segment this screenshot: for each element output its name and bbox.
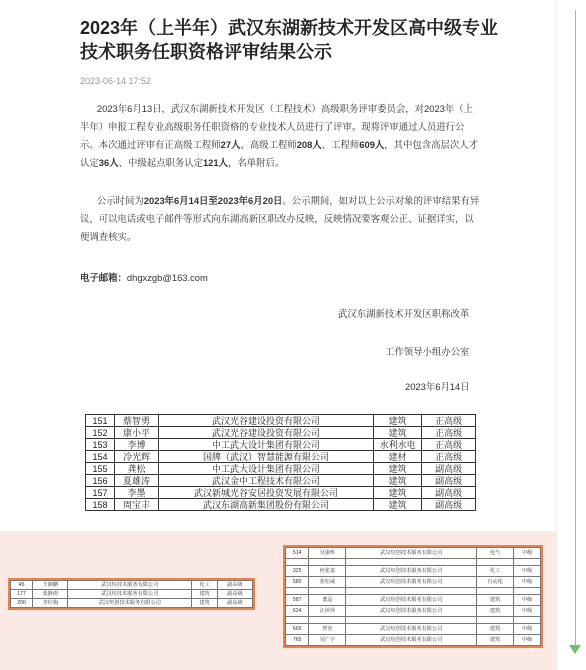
cell-company [346, 559, 477, 566]
cell-name: 吴广宇 [309, 635, 346, 646]
cell-company [346, 588, 477, 595]
table-row [286, 566, 541, 577]
cell-company: 中工武大设计集团有限公司 [159, 439, 374, 451]
intro-text-k: ，名单附后。 [228, 157, 285, 168]
cell-company: 武汉烜创技术服务有限公司 [346, 566, 477, 577]
table-row [86, 427, 476, 439]
email-line [80, 270, 208, 284]
count-senior: 208人 [296, 139, 322, 150]
signature-date: 2023年6月14日 [405, 381, 470, 392]
cell-name: 冷光辉 [115, 451, 159, 463]
cell-field: 建筑 [373, 499, 421, 511]
cell-company: 武汉烜创技术服务有限公司 [346, 548, 477, 559]
cell-name: 张松威 [309, 577, 346, 588]
cell-company: 武汉东湖高新集团股份有限公司 [159, 499, 374, 511]
table-row [286, 577, 541, 588]
cell-company: 武汉金中工程技术有限公司 [159, 475, 374, 487]
cell-level: 副高级 [217, 590, 252, 599]
table-row [286, 624, 541, 635]
cell-name: 蔡智勇 [115, 415, 159, 427]
cell-level: 中级 [514, 606, 541, 617]
cell-level [514, 559, 541, 566]
cell-no: 153 [86, 439, 115, 451]
table-row [11, 581, 253, 590]
cell-level: 副高级 [422, 475, 476, 487]
cell-field [477, 588, 514, 595]
cell-field: 建材 [373, 451, 421, 463]
table-row [286, 635, 541, 646]
cell-name: 康小平 [115, 427, 159, 439]
cell-company: 武汉烜创技术服务有限公司 [346, 635, 477, 646]
cell-field: 电气 [477, 548, 514, 559]
cell-name: 汪萍萍 [309, 606, 346, 617]
cell-level: 中级 [514, 566, 541, 577]
cell-no: 158 [86, 499, 115, 511]
email-address[interactable]: dhgxzgb@163.com [126, 272, 208, 283]
cell-name: 李博 [115, 439, 159, 451]
cell-no [286, 617, 309, 624]
table-row [86, 439, 476, 451]
cell-no: 200 [11, 599, 33, 608]
cell-no: 177 [11, 590, 33, 599]
table-row [86, 415, 476, 427]
cell-no: 765 [286, 635, 309, 646]
cell-no: 580 [286, 577, 309, 588]
cell-field: 建筑 [192, 599, 217, 608]
results-table-excerpt-left [8, 578, 255, 610]
cell-field: 建筑 [373, 475, 421, 487]
publish-date: 2023-06-14 17:52 [80, 76, 152, 86]
cell-field: 建筑 [477, 624, 514, 635]
paragraph-intro [80, 100, 480, 172]
cell-level: 中级 [514, 595, 541, 606]
cell-field: 建筑 [373, 427, 421, 439]
cell-company: 武汉烜技术服务有限公司 [68, 590, 192, 599]
cell-field: 自动化 [477, 577, 514, 588]
table-row [286, 606, 541, 617]
cell-name: 何张嘉 [309, 566, 346, 577]
cell-level: 副高级 [422, 463, 476, 475]
cell-level: 正高级 [422, 415, 476, 427]
article-title: 2023年（上半年）武汉东湖新技术开发区高中级专业技术职务任职资格评审结果公示 [80, 18, 499, 62]
count-engineer: 609人 [359, 139, 385, 150]
cell-no: 154 [86, 451, 115, 463]
count-mid-start: 121人 [202, 157, 228, 168]
cell-field: 建筑 [373, 487, 421, 499]
cell-company: 武汉光谷建设投资有限公司 [159, 427, 374, 439]
cell-company: 武汉烜创技术服务有限公司 [346, 595, 477, 606]
cell-level: 中级 [514, 635, 541, 646]
email-label: 电子邮箱： [80, 272, 127, 283]
table-row [86, 487, 476, 499]
signature-org: 武汉东湖新技术开发区职称改革 [338, 308, 470, 319]
cell-name [309, 588, 346, 595]
cell-company: 国牌（武汉）智慧能源有限公司 [159, 451, 374, 463]
cell-name: 周宝丰 [115, 499, 159, 511]
cell-field: 水利水电 [373, 439, 421, 451]
cell-field: 建筑 [477, 595, 514, 606]
cell-field: 建筑 [477, 635, 514, 646]
cell-name [309, 617, 346, 624]
results-table-main [85, 414, 476, 511]
cell-name: 吴康辉 [309, 548, 346, 559]
cell-no: 514 [286, 548, 309, 559]
table-row [86, 499, 476, 511]
results-table-excerpt-right [283, 545, 543, 648]
signature-office: 工作领导小组办公室 [385, 346, 470, 357]
cell-name: 李墨 [115, 487, 159, 499]
cell-field [477, 559, 514, 566]
right-scroll-strip [556, 0, 586, 670]
period-range: 2023年6月14日至2023年6月20日 [143, 195, 283, 206]
cell-level: 副高级 [217, 581, 252, 590]
cell-name: 王湘鹏 [33, 581, 68, 590]
cell-name: 张静雨 [33, 590, 68, 599]
cell-company: 武汉烜创技术服务有限公司 [346, 577, 477, 588]
cell-level: 副高级 [422, 499, 476, 511]
table-row [86, 463, 476, 475]
cell-company: 武汉烜创技术服务有限公司 [346, 624, 477, 635]
intro-text-c: 、高级工程师 [240, 139, 297, 150]
table-row [86, 475, 476, 487]
cell-name: 李红梅 [33, 599, 68, 608]
cell-name: 曾奕 [309, 624, 346, 635]
cell-level: 正高级 [422, 427, 476, 439]
table-row [286, 595, 541, 606]
cell-company [346, 617, 477, 624]
table-row [286, 617, 541, 624]
cell-level [514, 617, 541, 624]
table-row [286, 588, 541, 595]
cell-name: 龚松 [115, 463, 159, 475]
table-row [286, 548, 541, 559]
cell-no: 325 [286, 566, 309, 577]
cell-level: 中级 [514, 624, 541, 635]
count-senior-plus: 27人 [220, 139, 241, 150]
cell-name [309, 559, 346, 566]
cell-field: 建筑 [373, 415, 421, 427]
cell-no: 151 [86, 415, 115, 427]
cell-level: 正高级 [422, 451, 476, 463]
cell-no: 156 [86, 475, 115, 487]
cell-company: 武汉新城光谷安居投资发展有限公司 [159, 487, 374, 499]
scroll-guide-line [575, 10, 576, 650]
cell-no: 155 [86, 463, 115, 475]
cell-company: 中工武大设计集团有限公司 [159, 463, 374, 475]
cell-field: 化工 [192, 581, 217, 590]
cell-field: 建筑 [373, 463, 421, 475]
cell-name: 耄晶 [309, 595, 346, 606]
table-row [11, 599, 253, 608]
cell-company: 武汉烜技术服务有限公司 [68, 581, 192, 590]
cell-field [477, 617, 514, 624]
cell-level: 副高级 [217, 599, 252, 608]
paragraph-period [80, 192, 480, 246]
intro-text-a: 2023年6月13日，武汉东湖新技术开发区（工程技术）高级职务评审委员会，对2023年（上半年）申报工程专业高级职务任职资格的专业技术人员进行了评审。现将评审通过人员进行公示。本次通过评审有正高级工程师 [80, 103, 474, 150]
cell-level: 副高级 [422, 487, 476, 499]
cell-level: 中级 [514, 577, 541, 588]
intro-text-i: 、中级起点职务认定 [118, 157, 203, 168]
cell-no: 587 [286, 595, 309, 606]
cell-field: 建筑 [192, 590, 217, 599]
scroll-down-arrow-icon[interactable] [569, 645, 581, 654]
cell-company: 武汉烜创技术服务有限公司 [346, 606, 477, 617]
cell-field: 化工 [477, 566, 514, 577]
cell-field: 建筑 [477, 606, 514, 617]
cell-name: 夏雄涛 [115, 475, 159, 487]
count-talent: 36人 [98, 157, 119, 168]
cell-no: 45 [11, 581, 33, 590]
cell-level [514, 588, 541, 595]
cell-level: 中级 [514, 548, 541, 559]
table-row [286, 559, 541, 566]
intro-text-e: 、工程师 [321, 139, 360, 150]
cell-no: 624 [286, 606, 309, 617]
cell-level: 正高级 [422, 439, 476, 451]
table-row [86, 451, 476, 463]
table-row [11, 590, 253, 599]
cell-company: 武汉光谷建设投资有限公司 [159, 415, 374, 427]
cell-no: 665 [286, 624, 309, 635]
cell-no: 157 [86, 487, 115, 499]
period-text-a: 公示时间为 [96, 195, 144, 206]
period-text-c: 。公示期间，如对以上公示对象的评审结果有异议，可以电话或电子邮件等形式向东湖高新区职改办反映，反映情况要客观公正、证据详实，以便调查核实。 [80, 195, 480, 242]
cell-company: 武汉烜创技术服务有限公司 [68, 599, 192, 608]
cell-no: 152 [86, 427, 115, 439]
cell-no [286, 559, 309, 566]
cell-no [286, 588, 309, 595]
intro-text-g: ，其中包含高层次人才认定 [80, 139, 479, 168]
